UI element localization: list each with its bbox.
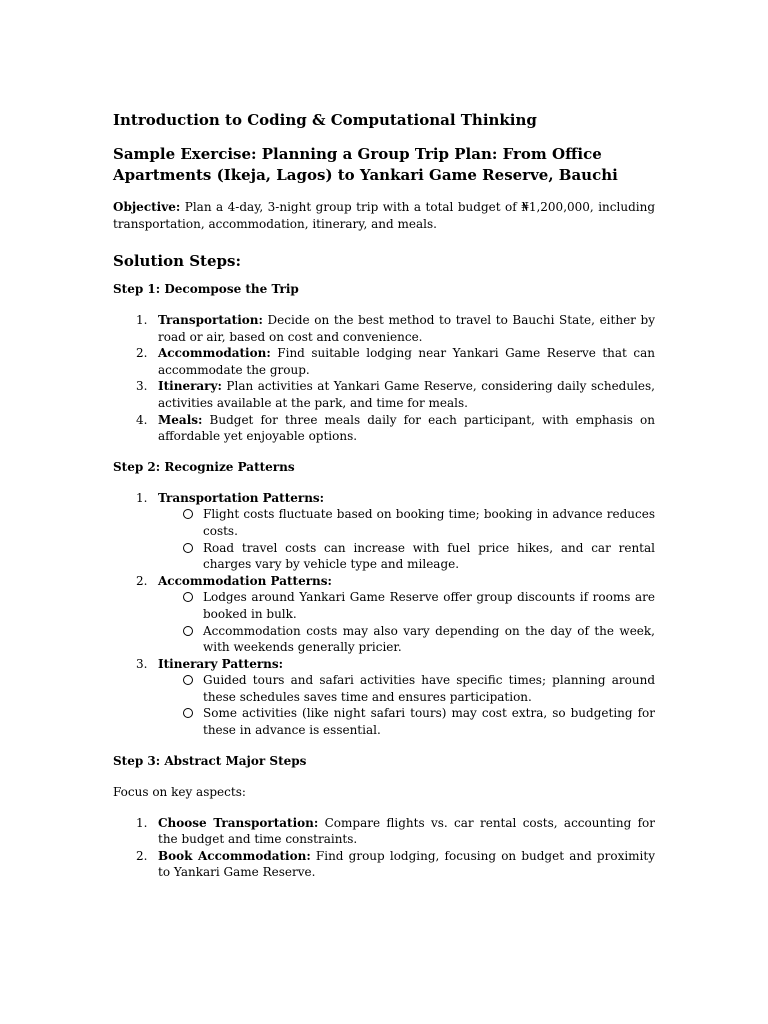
objective-text: Plan a 4-day, 3-night group trip with a total budget of ₦1,200,000, including transportation, accommodation, itinerary, and meals. xyxy=(113,200,655,231)
sub-list-item xyxy=(158,540,655,573)
item-text: Decide on the best method to travel to Bauchi State, either by road or air, based on cost and convenience. xyxy=(158,313,655,344)
objective-paragraph xyxy=(113,199,655,233)
circle-bullet-icon xyxy=(183,543,193,553)
sub-list-item xyxy=(158,672,655,705)
step1-heading: Step 1: Decompose the Trip xyxy=(113,282,299,296)
item-text: Budget for three meals daily for each participant, with emphasis on affordable yet enjoyable options. xyxy=(158,412,655,444)
list-item xyxy=(113,378,655,411)
list-item xyxy=(113,490,655,573)
sub-item-text: Guided tours and safari activities have specific times; planning around these schedules saves time and ensures participation. xyxy=(203,673,655,704)
item-label: Transportation: xyxy=(158,313,263,327)
sub-item-text: Flight costs fluctuate based on booking time; booking in advance reduces costs. xyxy=(203,507,655,538)
list-item xyxy=(113,848,655,881)
sub-item-text: Some activities (like night safari tours) may cost extra, so budgeting for these in advance is essential. xyxy=(203,706,655,738)
step3-heading: Step 3: Abstract Major Steps xyxy=(113,753,307,768)
item-label: Transportation Patterns: xyxy=(158,490,325,505)
sub-list-item xyxy=(158,705,655,738)
step3-list xyxy=(113,815,655,881)
step1-list xyxy=(113,312,655,445)
solution-steps-heading: Solution Steps: xyxy=(113,252,241,270)
circle-bullet-icon xyxy=(183,708,193,718)
step2-heading: Step 2: Recognize Patterns xyxy=(113,459,295,474)
document-page xyxy=(113,108,655,895)
sub-item-text: Road travel costs can increase with fuel price hikes, and car rental charges vary by vehicle type and mileage. xyxy=(203,540,655,572)
sub-list-item xyxy=(158,623,655,656)
list-number: 2. xyxy=(136,848,148,863)
list-number: 2. xyxy=(136,573,148,588)
list-item xyxy=(113,412,655,445)
item-text: Plan activities at Yankari Game Reserve, considering daily schedules, activities available at the park, and time for meals. xyxy=(158,379,655,410)
sub-item-text: Accommodation costs may also vary depending on the day of the week, with weekends generally pricier. xyxy=(203,623,655,655)
list-number: 2. xyxy=(136,346,148,361)
list-number: 3. xyxy=(136,379,148,394)
item-text: Compare flights vs. car rental costs, accounting for the budget and time constraints. xyxy=(158,815,655,847)
list-number: 1. xyxy=(136,490,148,505)
item-label: Itinerary Patterns: xyxy=(158,656,284,671)
item-label: Choose Transportation: xyxy=(158,815,319,830)
step3-intro: Focus on key aspects: xyxy=(113,784,246,799)
sub-list xyxy=(158,672,655,738)
sub-list xyxy=(158,589,655,655)
sub-list xyxy=(158,506,655,572)
item-text: Find suitable lodging near Yankari Game Reserve that can accommodate the group. xyxy=(158,346,655,377)
circle-bullet-icon xyxy=(183,626,193,636)
list-item xyxy=(113,573,655,656)
circle-bullet-icon xyxy=(183,592,193,602)
item-label: Book Accommodation: xyxy=(158,848,311,863)
circle-bullet-icon xyxy=(183,509,193,519)
item-label: Meals: xyxy=(158,412,203,427)
sub-list-item xyxy=(158,506,655,539)
list-number: 1. xyxy=(136,313,148,327)
step2-list xyxy=(113,490,655,739)
list-number: 3. xyxy=(136,656,148,671)
list-number: 4. xyxy=(136,412,148,427)
sub-list-item xyxy=(158,589,655,622)
list-item xyxy=(113,815,655,848)
objective-label: Objective: xyxy=(113,200,181,214)
sub-item-text: Lodges around Yankari Game Reserve offer group discounts if rooms are booked in bulk. xyxy=(203,590,655,621)
item-label: Accommodation Patterns: xyxy=(158,573,332,588)
list-number: 1. xyxy=(136,815,148,830)
list-item xyxy=(113,345,655,378)
item-label: Accommodation: xyxy=(158,346,271,361)
item-label: Itinerary: xyxy=(158,379,222,394)
list-item xyxy=(113,656,655,739)
circle-bullet-icon xyxy=(183,675,193,685)
exercise-title: Sample Exercise: Planning a Group Trip Plan: From Office Apartments (Ikeja, Lagos) to Yankari Game Reserve, Bauchi xyxy=(113,145,618,184)
list-item xyxy=(113,312,655,345)
document-title: Introduction to Coding & Computational Thinking xyxy=(113,111,537,129)
item-text: Find group lodging, focusing on budget and proximity to Yankari Game Reserve. xyxy=(158,848,655,880)
